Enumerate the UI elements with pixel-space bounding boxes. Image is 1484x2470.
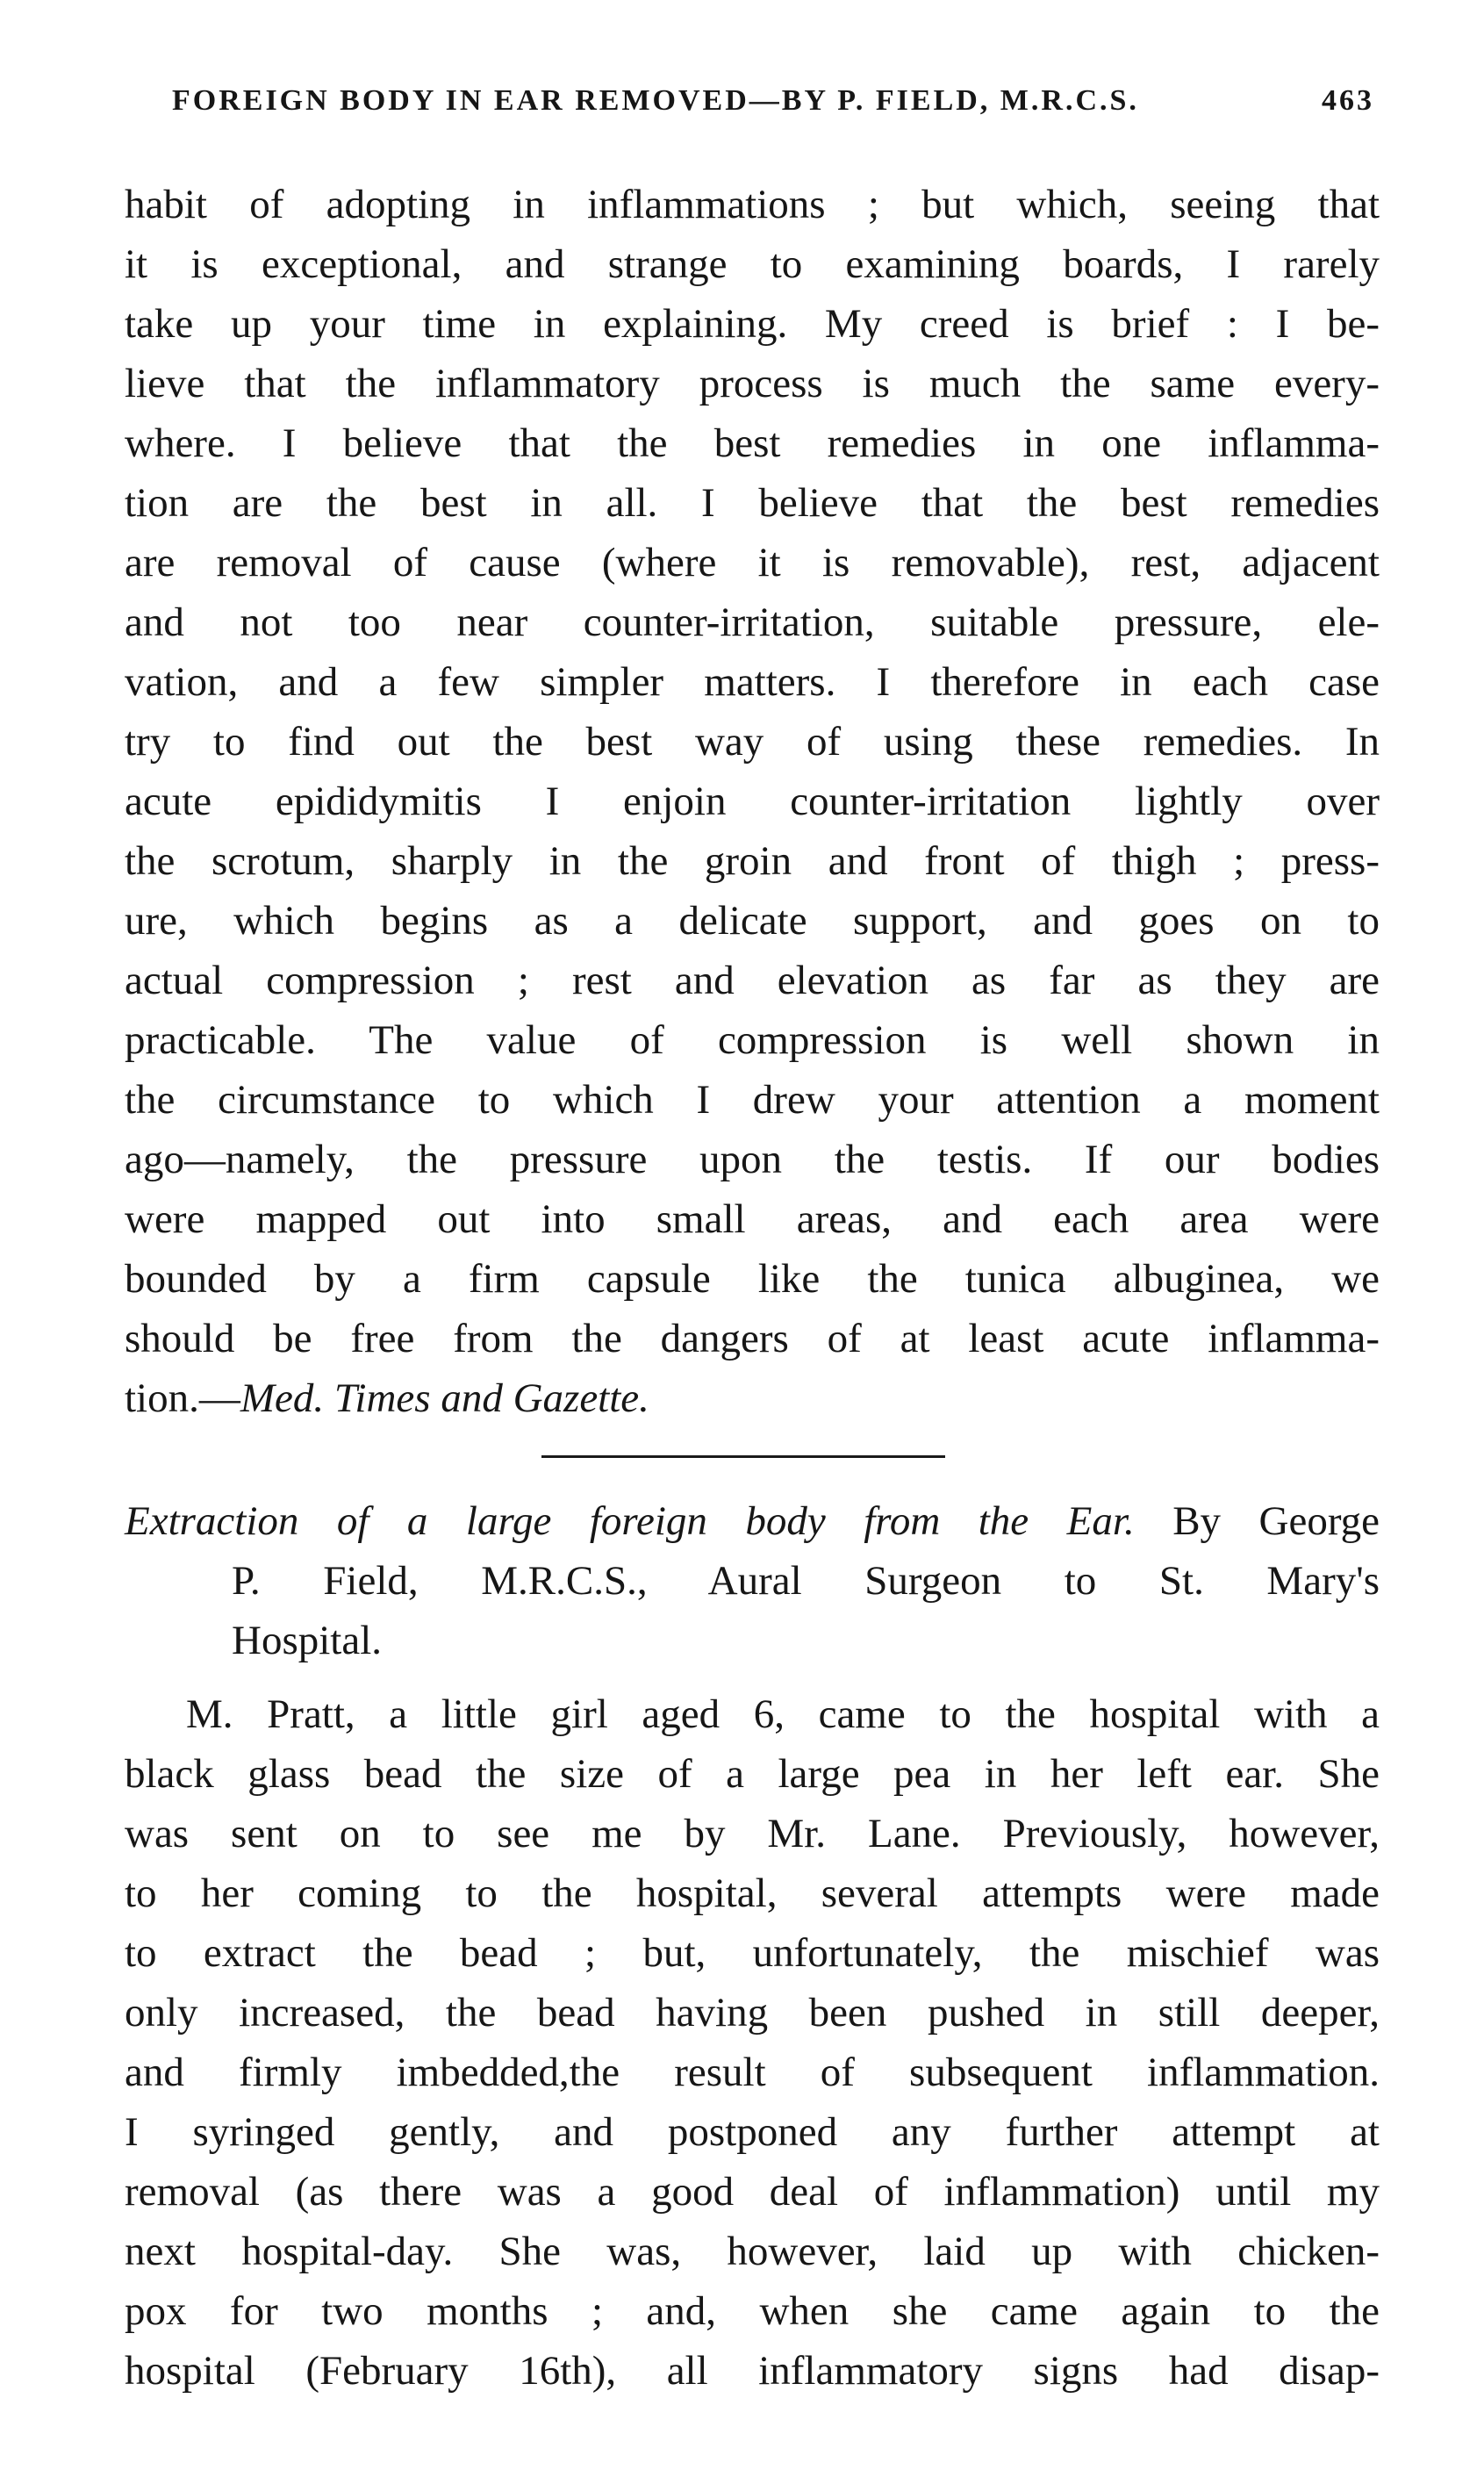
text-line: to extract the bead ; but, unfortunately, the mischief was [125, 1930, 1380, 1976]
text-line: only increased, the bead having been pushed in still deeper, [125, 1990, 1380, 2036]
text-line: M. Pratt, a little girl aged 6, came to the hospital with a [186, 1691, 1380, 1737]
text-line: habit of adopting in inflammations ; but which, seeing that [125, 182, 1380, 227]
text-line: removal (as there was a good deal of inflammation) until my [125, 2169, 1380, 2215]
article-byline: P. Field, M.R.C.S., Aural Surgeon to St. Mary's [232, 1558, 1380, 1604]
running-head [172, 84, 1374, 118]
text-line: the scrotum, sharply in the groin and front of thigh ; press- [125, 838, 1380, 884]
text-line: should be free from the dangers of at least acute inflamma- [125, 1316, 1380, 1361]
text-line: bounded by a firm capsule like the tunica albuginea, we [125, 1256, 1380, 1302]
article-byline-end: Hospital. [232, 1618, 383, 1663]
source-citation: Med. Times and Gazette. [240, 1375, 649, 1421]
text-line: black glass bead the size of a large pea in her left ear. She [125, 1751, 1380, 1797]
text-line: practicable. The value of compression is well shown in [125, 1017, 1380, 1063]
text-line: where. I believe that the best remedies in one inflamma- [125, 420, 1380, 466]
text-line: ure, which begins as a delicate support, and goes on to [125, 898, 1380, 944]
text-line: and not too near counter-irritation, suitable pressure, ele- [125, 600, 1380, 645]
page-number: 463 [1322, 84, 1374, 117]
text-line: are removal of cause (where it is removable), rest, adjacent [125, 540, 1380, 585]
text-line: it is exceptional, and strange to examining boards, I rarely [125, 241, 1380, 287]
text-line: was sent on to see me by Mr. Lane. Previously, however, [125, 1811, 1380, 1856]
text-line: try to find out the best way of using these remedies. In [125, 719, 1380, 765]
text-line: tion are the best in all. I believe that the best remedies [125, 480, 1380, 526]
text-line: next hospital-day. She was, however, laid up with chicken- [125, 2229, 1380, 2274]
text-line: ago—namely, the pressure upon the testis. If our bodies [125, 1137, 1380, 1182]
final-word: tion.— [125, 1375, 240, 1421]
text-line: actual compression ; rest and elevation as far as they are [125, 958, 1380, 1003]
text-line: lieve that the inflammatory process is much the same every- [125, 361, 1380, 406]
article-byline-start: By George [1134, 1498, 1380, 1544]
text-line: were mapped out into small areas, and each area were [125, 1196, 1380, 1242]
text-line: pox for two months ; and, when she came again to the [125, 2288, 1380, 2334]
text-line: I syringed gently, and postponed any further attempt at [125, 2109, 1380, 2155]
text-line: vation, and a few simpler matters. I therefore in each case [125, 659, 1380, 705]
text-line: the circumstance to which I drew your attention a moment [125, 1077, 1380, 1123]
text-line: hospital (February 16th), all inflammatory signs had disap- [125, 2348, 1380, 2394]
article-title: Extraction of a large foreign body from the Ear. [125, 1498, 1135, 1544]
section-divider [541, 1455, 945, 1458]
text-line: and firmly imbedded,the result of subsequent inflammation. [125, 2050, 1380, 2095]
article-heading [125, 1492, 1380, 1550]
running-head-title: FOREIGN BODY IN EAR REMOVED—BY P. FIELD, M.R.C.S. [172, 84, 1139, 117]
text-line-final [125, 1369, 1380, 1427]
text-line: to her coming to the hospital, several attempts were made [125, 1870, 1380, 1916]
text-line: take up your time in explaining. My creed is brief : I be- [125, 301, 1380, 347]
text-line: acute epididymitis I enjoin counter-irritation lightly over [125, 779, 1380, 824]
